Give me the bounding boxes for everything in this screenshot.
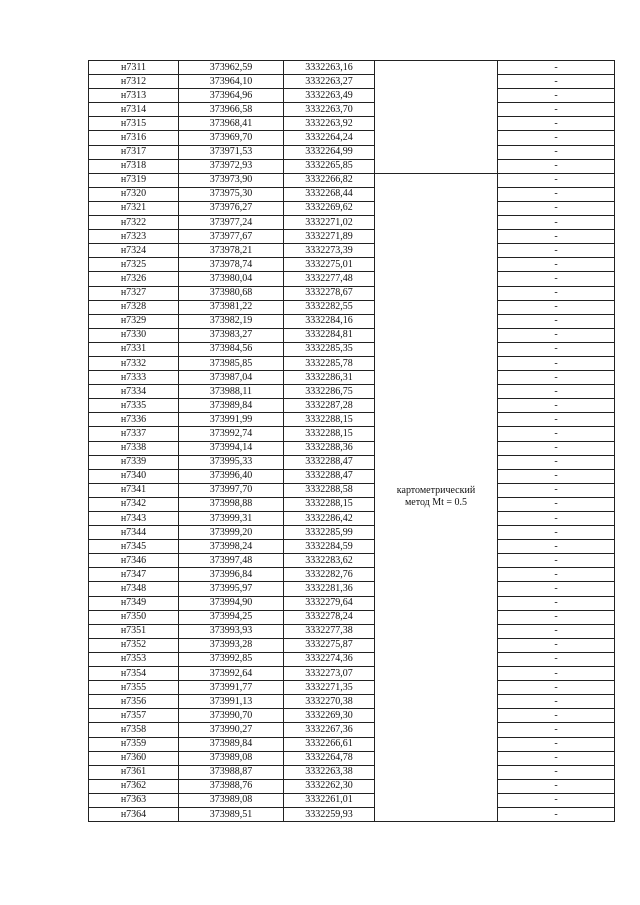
note-cell: - (498, 356, 615, 370)
table-row (89, 413, 615, 427)
table-row (89, 75, 615, 89)
x-coordinate-cell: 373995,33 (179, 455, 284, 469)
point-id-cell: н7315 (89, 117, 179, 131)
y-coordinate-cell: 3332261,01 (284, 793, 375, 807)
x-coordinate-cell: 373991,13 (179, 695, 284, 709)
note-cell: - (498, 526, 615, 540)
y-coordinate-cell: 3332288,36 (284, 441, 375, 455)
x-coordinate-cell: 373998,24 (179, 540, 284, 554)
table-row (89, 455, 615, 469)
table-row (89, 427, 615, 441)
x-coordinate-cell: 373978,21 (179, 244, 284, 258)
x-coordinate-cell: 373996,40 (179, 469, 284, 483)
note-cell: - (498, 117, 615, 131)
x-coordinate-cell: 373992,85 (179, 652, 284, 666)
note-cell: - (498, 624, 615, 638)
x-coordinate-cell: 373997,48 (179, 554, 284, 568)
point-id-cell: н7335 (89, 399, 179, 413)
point-id-cell: н7324 (89, 244, 179, 258)
x-coordinate-cell: 373996,84 (179, 568, 284, 582)
point-id-cell: н7323 (89, 230, 179, 244)
x-coordinate-cell: 373990,70 (179, 709, 284, 723)
table-row (89, 554, 615, 568)
x-coordinate-cell: 373994,25 (179, 610, 284, 624)
x-coordinate-cell: 373966,58 (179, 103, 284, 117)
table-row (89, 483, 615, 497)
y-coordinate-cell: 3332264,99 (284, 145, 375, 159)
point-id-cell: н7347 (89, 568, 179, 582)
y-coordinate-cell: 3332262,30 (284, 779, 375, 793)
table-row (89, 272, 615, 286)
note-cell: - (498, 554, 615, 568)
x-coordinate-cell: 373994,90 (179, 596, 284, 610)
table-row (89, 723, 615, 737)
x-coordinate-cell: 373968,41 (179, 117, 284, 131)
point-id-cell: н7345 (89, 540, 179, 554)
note-cell: - (498, 483, 615, 497)
y-coordinate-cell: 3332288,47 (284, 455, 375, 469)
note-cell: - (498, 455, 615, 469)
x-coordinate-cell: 373976,27 (179, 201, 284, 215)
x-coordinate-cell: 373964,10 (179, 75, 284, 89)
x-coordinate-cell: 373995,97 (179, 582, 284, 596)
x-coordinate-cell: 373999,31 (179, 512, 284, 526)
table-row (89, 610, 615, 624)
y-coordinate-cell: 3332270,38 (284, 695, 375, 709)
x-coordinate-cell: 373982,19 (179, 314, 284, 328)
y-coordinate-cell: 3332278,67 (284, 286, 375, 300)
x-coordinate-cell: 373998,88 (179, 497, 284, 511)
x-coordinate-cell: 373987,04 (179, 371, 284, 385)
note-cell: - (498, 103, 615, 117)
y-coordinate-cell: 3332269,30 (284, 709, 375, 723)
y-coordinate-cell: 3332271,02 (284, 216, 375, 230)
point-id-cell: н7342 (89, 497, 179, 511)
table-row (89, 173, 615, 187)
note-cell: - (498, 314, 615, 328)
y-coordinate-cell: 3332281,36 (284, 582, 375, 596)
table-row (89, 582, 615, 596)
note-cell: - (498, 667, 615, 681)
note-cell: - (498, 737, 615, 751)
note-cell: - (498, 173, 615, 187)
note-cell: - (498, 272, 615, 286)
table-row (89, 61, 615, 75)
note-cell: - (498, 427, 615, 441)
point-id-cell: н7322 (89, 216, 179, 230)
y-coordinate-cell: 3332286,31 (284, 371, 375, 385)
point-id-cell: н7333 (89, 371, 179, 385)
y-coordinate-cell: 3332271,89 (284, 230, 375, 244)
point-id-cell: н7344 (89, 526, 179, 540)
point-id-cell: н7353 (89, 652, 179, 666)
y-coordinate-cell: 3332266,82 (284, 173, 375, 187)
x-coordinate-cell: 373989,84 (179, 737, 284, 751)
y-coordinate-cell: 3332282,76 (284, 568, 375, 582)
table-row (89, 300, 615, 314)
point-id-cell: н7338 (89, 441, 179, 455)
point-id-cell: н7331 (89, 342, 179, 356)
x-coordinate-cell: 373988,87 (179, 765, 284, 779)
point-id-cell: н7361 (89, 765, 179, 779)
note-cell: - (498, 540, 615, 554)
x-coordinate-cell: 373989,08 (179, 751, 284, 765)
y-coordinate-cell: 3332274,36 (284, 652, 375, 666)
point-id-cell: н7336 (89, 413, 179, 427)
table-row (89, 497, 615, 511)
point-id-cell: н7346 (89, 554, 179, 568)
point-id-cell: н7341 (89, 483, 179, 497)
note-cell: - (498, 300, 615, 314)
table-row (89, 526, 615, 540)
table-row (89, 385, 615, 399)
point-id-cell: н7321 (89, 201, 179, 215)
table-row (89, 342, 615, 356)
x-coordinate-cell: 373989,08 (179, 793, 284, 807)
table-row (89, 512, 615, 526)
y-coordinate-cell: 3332285,78 (284, 356, 375, 370)
method-cell-empty (375, 61, 498, 174)
point-id-cell: н7317 (89, 145, 179, 159)
point-id-cell: н7319 (89, 173, 179, 187)
point-id-cell: н7354 (89, 667, 179, 681)
note-cell: - (498, 145, 615, 159)
x-coordinate-cell: 373989,84 (179, 399, 284, 413)
note-cell: - (498, 596, 615, 610)
y-coordinate-cell: 3332271,35 (284, 681, 375, 695)
x-coordinate-cell: 373990,27 (179, 723, 284, 737)
table-row (89, 695, 615, 709)
x-coordinate-cell: 373993,28 (179, 638, 284, 652)
note-cell: - (498, 695, 615, 709)
x-coordinate-cell: 373980,04 (179, 272, 284, 286)
x-coordinate-cell: 373977,67 (179, 230, 284, 244)
point-id-cell: н7312 (89, 75, 179, 89)
y-coordinate-cell: 3332273,39 (284, 244, 375, 258)
table-row (89, 159, 615, 173)
y-coordinate-cell: 3332269,62 (284, 201, 375, 215)
y-coordinate-cell: 3332284,16 (284, 314, 375, 328)
table-row (89, 328, 615, 342)
point-id-cell: н7363 (89, 793, 179, 807)
x-coordinate-cell: 373971,53 (179, 145, 284, 159)
note-cell: - (498, 793, 615, 807)
point-id-cell: н7328 (89, 300, 179, 314)
table-row (89, 709, 615, 723)
y-coordinate-cell: 3332263,49 (284, 89, 375, 103)
note-cell: - (498, 328, 615, 342)
note-cell: - (498, 399, 615, 413)
x-coordinate-cell: 373994,14 (179, 441, 284, 455)
point-id-cell: н7362 (89, 779, 179, 793)
point-id-cell: н7360 (89, 751, 179, 765)
table-row (89, 652, 615, 666)
y-coordinate-cell: 3332263,27 (284, 75, 375, 89)
note-cell: - (498, 765, 615, 779)
point-id-cell: н7349 (89, 596, 179, 610)
table-row (89, 314, 615, 328)
note-cell: - (498, 582, 615, 596)
coordinates-table (88, 60, 615, 822)
y-coordinate-cell: 3332278,24 (284, 610, 375, 624)
x-coordinate-cell: 373992,64 (179, 667, 284, 681)
y-coordinate-cell: 3332283,62 (284, 554, 375, 568)
note-cell: - (498, 201, 615, 215)
point-id-cell: н7357 (89, 709, 179, 723)
y-coordinate-cell: 3332288,58 (284, 483, 375, 497)
method-cell (375, 173, 498, 821)
y-coordinate-cell: 3332263,70 (284, 103, 375, 117)
point-id-cell: н7359 (89, 737, 179, 751)
y-coordinate-cell: 3332259,93 (284, 807, 375, 821)
table-row (89, 540, 615, 554)
note-cell: - (498, 187, 615, 201)
point-id-cell: н7355 (89, 681, 179, 695)
note-cell: - (498, 286, 615, 300)
note-cell: - (498, 89, 615, 103)
y-coordinate-cell: 3332277,48 (284, 272, 375, 286)
point-id-cell: н7351 (89, 624, 179, 638)
point-id-cell: н7352 (89, 638, 179, 652)
point-id-cell: н7348 (89, 582, 179, 596)
coordinates-table-body (89, 61, 615, 822)
point-id-cell: н7318 (89, 159, 179, 173)
note-cell: - (498, 709, 615, 723)
table-row (89, 807, 615, 821)
y-coordinate-cell: 3332264,24 (284, 131, 375, 145)
note-cell: - (498, 751, 615, 765)
method-label-line1: картометрический (396, 485, 476, 497)
table-row (89, 187, 615, 201)
note-cell: - (498, 681, 615, 695)
note-cell: - (498, 568, 615, 582)
point-id-cell: н7343 (89, 512, 179, 526)
x-coordinate-cell: 373978,74 (179, 258, 284, 272)
y-coordinate-cell: 3332279,64 (284, 596, 375, 610)
table-row (89, 751, 615, 765)
table-row (89, 399, 615, 413)
y-coordinate-cell: 3332285,99 (284, 526, 375, 540)
x-coordinate-cell: 373969,70 (179, 131, 284, 145)
x-coordinate-cell: 373984,56 (179, 342, 284, 356)
point-id-cell: н7356 (89, 695, 179, 709)
point-id-cell: н7358 (89, 723, 179, 737)
y-coordinate-cell: 3332285,35 (284, 342, 375, 356)
point-id-cell: н7339 (89, 455, 179, 469)
y-coordinate-cell: 3332286,42 (284, 512, 375, 526)
y-coordinate-cell: 3332286,75 (284, 385, 375, 399)
x-coordinate-cell: 373988,11 (179, 385, 284, 399)
point-id-cell: н7313 (89, 89, 179, 103)
table-row (89, 117, 615, 131)
note-cell: - (498, 61, 615, 75)
note-cell: - (498, 258, 615, 272)
table-row (89, 469, 615, 483)
y-coordinate-cell: 3332268,44 (284, 187, 375, 201)
x-coordinate-cell: 373997,70 (179, 483, 284, 497)
note-cell: - (498, 512, 615, 526)
x-coordinate-cell: 373983,27 (179, 328, 284, 342)
point-id-cell: н7325 (89, 258, 179, 272)
y-coordinate-cell: 3332287,28 (284, 399, 375, 413)
note-cell: - (498, 413, 615, 427)
table-row (89, 244, 615, 258)
note-cell: - (498, 342, 615, 356)
note-cell: - (498, 807, 615, 821)
table-row (89, 737, 615, 751)
point-id-cell: н7320 (89, 187, 179, 201)
method-label-line2: метод Mt = 0.5 (404, 497, 468, 509)
note-cell: - (498, 469, 615, 483)
x-coordinate-cell: 373985,85 (179, 356, 284, 370)
table-row (89, 441, 615, 455)
x-coordinate-cell: 373999,20 (179, 526, 284, 540)
table-row (89, 793, 615, 807)
table-row (89, 216, 615, 230)
point-id-cell: н7314 (89, 103, 179, 117)
note-cell: - (498, 216, 615, 230)
table-row (89, 596, 615, 610)
y-coordinate-cell: 3332288,15 (284, 497, 375, 511)
point-id-cell: н7364 (89, 807, 179, 821)
point-id-cell: н7350 (89, 610, 179, 624)
table-row (89, 258, 615, 272)
note-cell: - (498, 441, 615, 455)
y-coordinate-cell: 3332263,38 (284, 765, 375, 779)
x-coordinate-cell: 373989,51 (179, 807, 284, 821)
y-coordinate-cell: 3332266,61 (284, 737, 375, 751)
y-coordinate-cell: 3332288,15 (284, 413, 375, 427)
point-id-cell: н7316 (89, 131, 179, 145)
point-id-cell: н7337 (89, 427, 179, 441)
note-cell: - (498, 779, 615, 793)
x-coordinate-cell: 373975,30 (179, 187, 284, 201)
table-row (89, 638, 615, 652)
note-cell: - (498, 244, 615, 258)
y-coordinate-cell: 3332273,07 (284, 667, 375, 681)
table-row (89, 765, 615, 779)
table-row (89, 371, 615, 385)
point-id-cell: н7330 (89, 328, 179, 342)
table-row (89, 131, 615, 145)
y-coordinate-cell: 3332277,38 (284, 624, 375, 638)
table-row (89, 201, 615, 215)
note-cell: - (498, 159, 615, 173)
table-row (89, 145, 615, 159)
note-cell: - (498, 75, 615, 89)
y-coordinate-cell: 3332282,55 (284, 300, 375, 314)
x-coordinate-cell: 373991,77 (179, 681, 284, 695)
y-coordinate-cell: 3332267,36 (284, 723, 375, 737)
x-coordinate-cell: 373992,74 (179, 427, 284, 441)
note-cell: - (498, 385, 615, 399)
table-row (89, 779, 615, 793)
y-coordinate-cell: 3332264,78 (284, 751, 375, 765)
x-coordinate-cell: 373988,76 (179, 779, 284, 793)
x-coordinate-cell: 373980,68 (179, 286, 284, 300)
note-cell: - (498, 723, 615, 737)
table-row (89, 89, 615, 103)
table-row (89, 624, 615, 638)
note-cell: - (498, 497, 615, 511)
x-coordinate-cell: 373977,24 (179, 216, 284, 230)
x-coordinate-cell: 373991,99 (179, 413, 284, 427)
point-id-cell: н7340 (89, 469, 179, 483)
note-cell: - (498, 371, 615, 385)
table-row (89, 103, 615, 117)
y-coordinate-cell: 3332284,81 (284, 328, 375, 342)
x-coordinate-cell: 373981,22 (179, 300, 284, 314)
point-id-cell: н7326 (89, 272, 179, 286)
table-row (89, 286, 615, 300)
table-row (89, 681, 615, 695)
y-coordinate-cell: 3332288,47 (284, 469, 375, 483)
note-cell: - (498, 230, 615, 244)
x-coordinate-cell: 373993,93 (179, 624, 284, 638)
x-coordinate-cell: 373972,93 (179, 159, 284, 173)
y-coordinate-cell: 3332288,15 (284, 427, 375, 441)
point-id-cell: н7332 (89, 356, 179, 370)
y-coordinate-cell: 3332263,92 (284, 117, 375, 131)
point-id-cell: н7327 (89, 286, 179, 300)
table-row (89, 230, 615, 244)
y-coordinate-cell: 3332284,59 (284, 540, 375, 554)
y-coordinate-cell: 3332275,87 (284, 638, 375, 652)
note-cell: - (498, 131, 615, 145)
x-coordinate-cell: 373973,90 (179, 173, 284, 187)
table-row (89, 356, 615, 370)
x-coordinate-cell: 373964,96 (179, 89, 284, 103)
point-id-cell: н7329 (89, 314, 179, 328)
y-coordinate-cell: 3332265,85 (284, 159, 375, 173)
x-coordinate-cell: 373962,59 (179, 61, 284, 75)
note-cell: - (498, 638, 615, 652)
point-id-cell: н7334 (89, 385, 179, 399)
y-coordinate-cell: 3332263,16 (284, 61, 375, 75)
note-cell: - (498, 610, 615, 624)
table-row (89, 568, 615, 582)
point-id-cell: н7311 (89, 61, 179, 75)
y-coordinate-cell: 3332275,01 (284, 258, 375, 272)
table-row (89, 667, 615, 681)
note-cell: - (498, 652, 615, 666)
